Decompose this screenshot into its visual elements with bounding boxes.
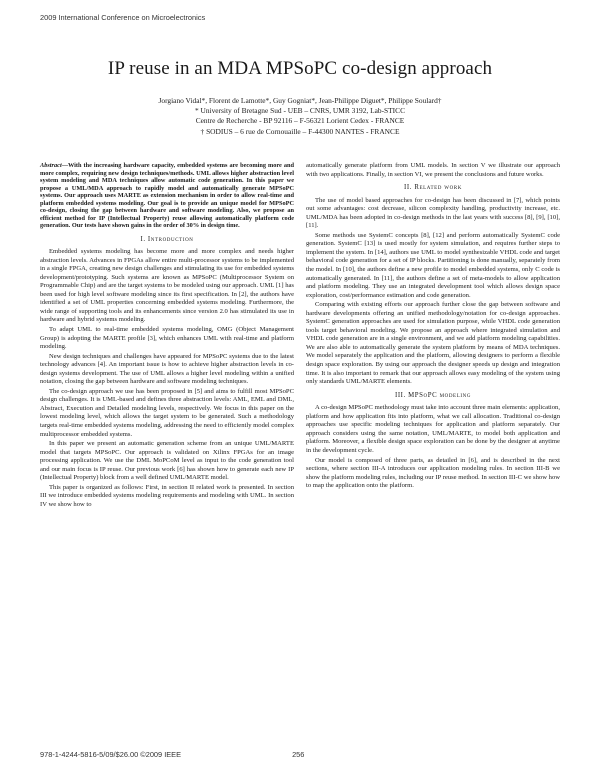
paragraph: A co-design MPSoPC methodology must take into account three main elements: application, platform and how application fits into platform, what we call allocation. Traditional co-design approaches use specific modeling techniques for application and platform separately. Our approach considers using the same notation, UML/MARTE, to model both application and platform. Moreover, a flexible design space exploration can be done by the designer at anytime in the development cycle. (306, 404, 560, 454)
page-footer (40, 750, 304, 759)
body-columns (40, 162, 560, 737)
section-heading-introduction: I. Introduction (140, 235, 194, 243)
conference-header: 2009 International Conference on Microelectronics (40, 13, 206, 22)
paragraph: New design techniques and challenges have appeared for MPSoPC systems due to the latest technology advances [4]. An important issue is how to achieve higher abstraction levels in co-design systems development. The use of UML allows a higher level modeling within a unified notation, closing the gap between hardware and software modeling techniques. (40, 352, 294, 386)
paragraph: The use of model based approaches for co-design has been discussed in [7], which points out some advantages: cost decrease, silicon complexity handling, productivity increase, etc. UML/MDA has been adopted in co-design methods in the last years with success [8], [9], [10], [11]. (306, 196, 560, 230)
paragraph: This paper is organized as follows: First, in section II related work is presented. In section III we introduce embedded systems modeling requirements and modeling with UML. In section IV we show how to (40, 483, 294, 508)
page-number: 256 (292, 750, 305, 759)
affiliation-line: † SODIUS – 6 rue de Cornouaille – F-44300 NANTES - FRANCE (200, 126, 400, 136)
paragraph: In this paper we present an automatic generation scheme from an unique UML/MARTE model that targets MPSoPC. Our approach is validated on Xilinx FPGAs for an image processing application. We use the DML MoPCoM level as input to the code generation tool and our main focus is IP reuse. Our previous work [6] has shown how to generate each new IP (Intellectual Property) block from a well defined UML/MARTE model. (40, 440, 294, 482)
abstract-lead: Abstract (40, 162, 62, 169)
section-heading-mpsopc-modeling: III. MPSoPC modeling (394, 391, 472, 399)
paper-title: IP reuse in an MDA MPSoPC co-design approach (107, 58, 493, 79)
paragraph: The co-design approach we use has been proposed in [5] and aims to fulfill most MPSoPC design challenges. It is UML-based and defines three abstraction levels: AML, EML and DML, Abstract, Execution and Detailed modeling levels, respectively. We focus in this paper on the lowest modeling level, which allows the target system to be generated. Such a methodology targets real-time embedded systems modeling, addressing the need to efficiently model complex multiprocessor embedded systems. (40, 387, 294, 438)
paragraph-continuation: automatically generate platform from UML models. In section V we illustrate our approach with two applications. Finally, in section VI, we present the conclusions and future works. (306, 162, 560, 178)
paragraph: Our model is composed of three parts, as detailed in [6], and is described in the next sections, where section III-A introduces our application modeling rules. In section III-B we show the platform modeling rules, including our IP reuse method. In section III-C we show how to map the application onto the platform. (306, 456, 560, 490)
paragraph: Embedded systems modeling has become more and more complex and needs higher abstraction levels. Advances in FPGAs allow entire multi-processor systems to be implemented in a single FPGA, creating new design challenges and stimulating its use for embedded systems development/prototyping. Such systems are known as MPSoPC (Multiprocessor System on Programmable Chip) and are the target systems to be modeled using our approach. UML [1] has been used for high level software modeling since its first specification. In [2], the authors have identified a set of UML properties concerning embedded systems modeling. Furthermore, the wide range of supporting tools and its enhancements since version 2.0 has stimulated its use in hardware and hybrid systems modeling. (40, 248, 294, 324)
right-column (306, 162, 560, 492)
isbn-copyright: 978-1-4244-5816-5/09/$26.00 ©2009 IEEE (40, 750, 182, 759)
affiliation-line: Centre de Recherche - BP 92116 – F-56321 Lorient Cedex - FRANCE (195, 116, 405, 126)
paragraph: Some methods use SystemC concepts [8], [12] and perform automatically SystemC code generation. SystemC [13] is used mostly for system simulation, and requires further steps to implement the system. In [14], authors use UML to model synthesizable VHDL code and target behavioral code generation for a set of IP blocks. Partitioning is done manually, separately from the model. In [10], the authors define a new profile to model embedded systems, only C code is automatically generated. In [11], the authors define a set of meta-models to allow application and platform modeling. They use an integrated development tool which allows design space exploration, cost/performance estimation and code generation. (306, 231, 560, 299)
left-column (40, 162, 294, 510)
paragraph: Comparing with existing efforts our approach further close the gap between software and hardware developments offering an unified methodology/notation for co-design approaches. SystemC generation approaches are used for simulation purpose, while VHDL code generation tools target behavioral modeling. We propose an approach where integrated simulation and VHDL code generation are in a single environment, and we add platform modeling capabilities. We are also able to automatically generate the system platform by means of MDA techniques. We model separately the application and the platform, allowing designers to perform a flexible design space exploration. By using our approach the designer speeds up design and integration time. It is also important to remark that our approach allows easy modeling of the system using only standards UML/MARTE elements. (306, 301, 560, 386)
paragraph: To adapt UML to real-time embedded systems modeling, OMG (Object Management Group) is adopting the MARTE profile [3], which enhances UML with real-time and platform modeling. (40, 325, 294, 351)
section-heading-related-work: II. Related work (404, 184, 462, 192)
author-block (0, 96, 600, 137)
abstract-text: —With the increasing hardware capacity, embedded systems are becoming more and more complex, requiring new design techniques/methods. UML allows higher abstraction level system modeling and MDA techniques allow automatic code generation. In this paper we propose a UML/MDA approach to rapidly model and automatically generate MPSoPC systems. Our approach uses MARTE as extension mechanism in order to allow real-time and platform embedded systems modeling. Our goal is to provide an unique model for MPSoPC co-design, closing the gap between hardware and software modeling. Also, we propose an efficient method for IP (Intellectual Property) reuse allowing automatically platform code generation. Our tests have shown gains in the order of 30% in design time. (40, 162, 294, 229)
affiliation-line: * University of Bretagne Sud - UEB – CNRS, UMR 3192, Lab-STICC (194, 106, 405, 116)
abstract (40, 162, 294, 230)
author-list: Jorgiano Vidal*, Florent de Lamotte*, Guy Gogniat*, Jean-Philippe Diguet*, Philippe Soulard† (158, 96, 442, 105)
